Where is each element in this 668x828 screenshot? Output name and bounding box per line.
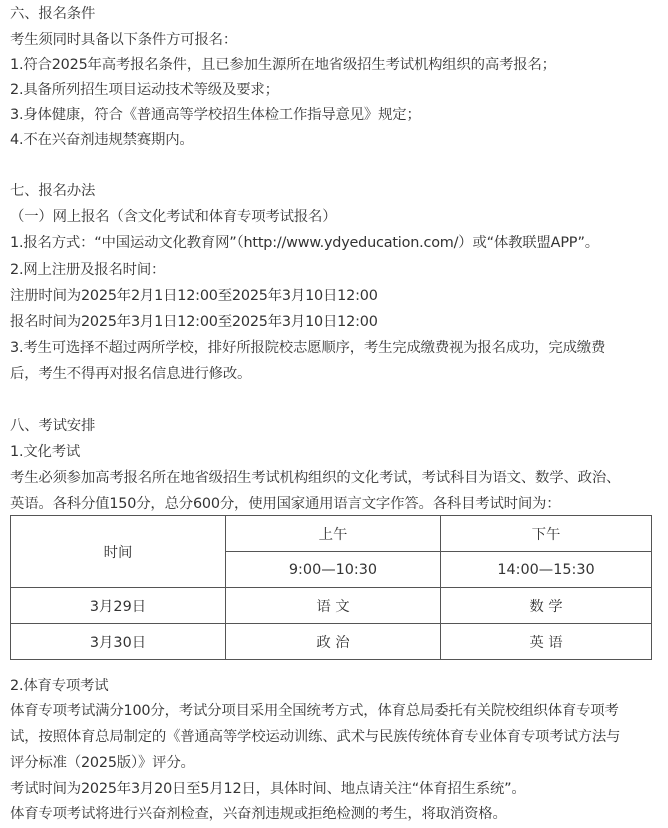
section-heading: 八、考试安排 bbox=[10, 418, 96, 434]
list-item: 1.报名方式：“中国运动文化教育网”（http://www.ydyeducation.com/）或“体教联盟APP”。 bbox=[10, 235, 599, 251]
table-row bbox=[11, 588, 652, 624]
paragraph: 体育专项考试满分100分，考试分项目采用全国统考方式，体育总局委托有关院校组织体育专项考 bbox=[10, 703, 619, 719]
list-item: 2.网上注册及报名时间： bbox=[10, 262, 166, 278]
exam-time: 考试时间为2025年3月20日至5月12日，具体时间、地点请关注“体育招生系统”。 bbox=[10, 781, 526, 797]
table-row bbox=[11, 516, 652, 552]
table-cell: 语 文 bbox=[226, 588, 441, 624]
list-item: 3.考生可选择不超过两所学校，排好所报院校志愿顺序，考生完成缴费视为报名成功，完成缴费 bbox=[10, 340, 606, 356]
paragraph: 英语。各科分值150分，总分600分，使用国家通用语言文字作答。各科目考试时间为： bbox=[10, 496, 561, 512]
table-row bbox=[11, 624, 652, 660]
table-header-cell: 上午 bbox=[226, 516, 441, 552]
table-cell: 数 学 bbox=[441, 588, 652, 624]
paragraph: 考生须同时具备以下条件方可报名： bbox=[10, 32, 238, 48]
list-item: 3.身体健康，符合《普通高等学校招生体检工作指导意见》规定； bbox=[10, 107, 421, 123]
list-item: 1.符合2025年高考报名条件，且已参加生源所在地省级招生考试机构组织的高考报名； bbox=[10, 57, 556, 73]
table-cell: 英 语 bbox=[441, 624, 652, 660]
signup-time: 报名时间为2025年3月1日12:00至2025年3月10日12:00 bbox=[10, 314, 378, 330]
paragraph: 评分标准（2025版）》评分。 bbox=[10, 755, 195, 771]
subheading: 1.文化考试 bbox=[10, 444, 81, 460]
section-heading: 六、报名条件 bbox=[10, 6, 96, 22]
register-time: 注册时间为2025年2月1日12:00至2025年3月10日12:00 bbox=[10, 288, 378, 304]
doping-notice: 体育专项考试将进行兴奋剂检查，兴奋剂违规或拒绝检测的考生，将取消资格。 bbox=[10, 806, 507, 822]
list-item: 4.不在兴奋剂违规禁赛期内。 bbox=[10, 132, 194, 148]
table-header-cell: 下午 bbox=[441, 516, 652, 552]
list-item: 2.具备所列招生项目运动技术等级及要求； bbox=[10, 82, 279, 98]
table-header-cell: 时间 bbox=[11, 516, 226, 588]
exam-schedule-table bbox=[10, 515, 652, 660]
table-cell: 9:00—10:30 bbox=[226, 552, 441, 588]
subheading: （一）网上报名（含文化考试和体育专项考试报名） bbox=[10, 209, 337, 225]
list-item-continued: 后，考生不得再对报名信息进行修改。 bbox=[10, 366, 252, 382]
subheading: 2.体育专项考试 bbox=[10, 678, 109, 694]
table-cell: 3月30日 bbox=[11, 624, 226, 660]
section-heading: 七、报名办法 bbox=[10, 183, 96, 199]
paragraph: 试，按照体育总局制定的《普通高等学校运动训练、武术与民族传统体育专业体育专项考试方法与 bbox=[10, 729, 621, 745]
paragraph: 考生必须参加高考报名所在地省级招生考试机构组织的文化考试，考试科目为语文、数学、政治、 bbox=[10, 470, 621, 486]
table-cell: 3月29日 bbox=[11, 588, 226, 624]
table-cell: 政 治 bbox=[226, 624, 441, 660]
table-cell: 14:00—15:30 bbox=[441, 552, 652, 588]
